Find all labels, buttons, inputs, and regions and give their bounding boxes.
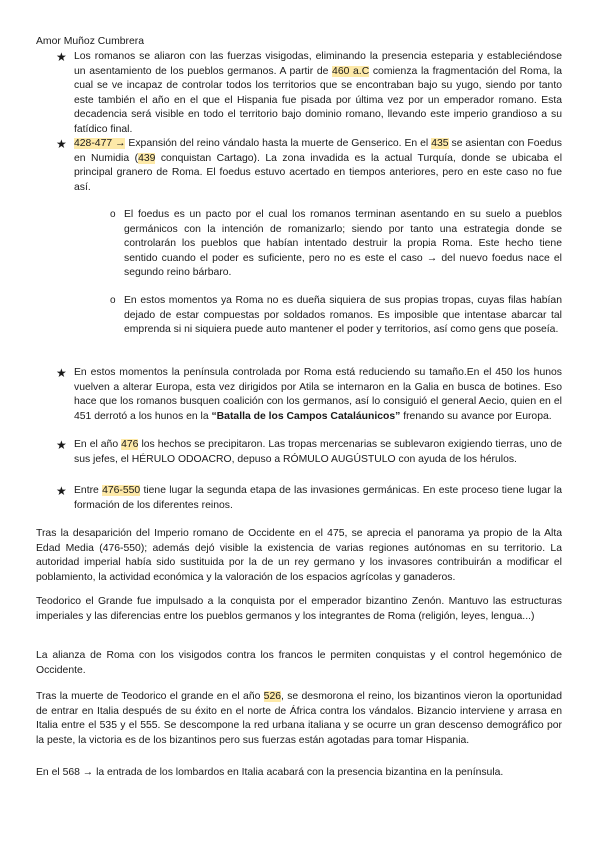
sub-list-item — [110, 208, 562, 281]
paragraph: Tras la muerte de Teodorico el grande en el año 526, se desmorona el reino, los bizantinos vieron la oportunidad de entrar en Italia después de su éxito en el norte de África contra los vándalos. Bizancio interviene y arrasa en Italia entre el 535 y el 555. Se descompone la red urbana italiana y se ocurre un gran descenso demográfico por la peste, la victoria es de los bizantinos pero sus fuerzas están agotadas para tomar Hispania. — [36, 691, 562, 746]
paragraph: La alianza de Roma con los visigodos contra los francos le permiten conquistas y el control hegemónico de Occidente. — [36, 650, 562, 676]
bullet-item — [56, 438, 562, 467]
highlight: 526 — [263, 691, 282, 702]
sub-item-text: En estos momentos ya Roma no es dueña siquiera de sus propias tropas, cuyas filas habían dejado de estar compuestas por soldados romanos. Es imposible que intentase abarcar tal emprenda si ni siquiera puede auto mantener el poder y territorios, así como gens que poseía. — [124, 295, 562, 336]
bullet-text: En estos momentos la península controlada por Roma está reduciendo su tamaño.En el 450 los hunos vuelven a alterar Europa, esta vez dirigidos por Atila se internaron en la Galia en busca de botines. Eso hace que los romanos busquen coalición con los germanos, así lo consiguió el general Aecio, quien en el 451 derrotó a los hunos en la “Batalla de los Campos Cataláunicos” frenando su avance por Europa. — [74, 367, 562, 422]
bullet-text: En el año 476 los hechos se precipitaron. Las tropas mercenarias se sublevaron exigiendo tierras, uno de sus jefes, el HÉRULO ODOACRO, depuso a RÓMULO AUGÚSTULO con ayuda de los hérulos. — [74, 439, 562, 465]
paragraph: Tras la desaparición del Imperio romano de Occidente en el 475, se aprecia el panorama ya propio de la Alta Edad Media (476-550); además dejó visible la existencia de varias regiones autónomas en su territorio. La autoridad imperial había sido sustituida por la de un rey germano y los invasores contribuirán a modificar el poblamiento, la actividad económica y la valoración de los espacios agrícolas y ganaderos. — [36, 528, 562, 583]
highlight: 439 — [138, 152, 156, 164]
sub-list-item — [110, 294, 562, 338]
highlight: 460 a.C — [332, 65, 370, 77]
star-bullet-icon: ★ — [56, 366, 67, 380]
bullet-text: 428-477 → Expansión del reino vándalo hasta la muerte de Genserico. En el 435 se asientan con Foedus en Numidia (439 conquistan Cartago). La zona invadida es la actual Turquía, donde se ubicaba el principal granero de Roma. El foedus estuvo acertado en tiempos anteriores, pero en este caso no fue así. — [74, 138, 563, 193]
bullet-text: Entre 476-550 tiene lugar la segunda etapa de las invasiones germánicas. En este proceso tiene lugar la formación de los diferentes reinos. — [74, 485, 562, 511]
paragraph: En el 568 → la entrada de los lombardos en Italia acabará con la presencia bizantina en la península. — [36, 767, 504, 778]
author-name: Amor Muñoz Cumbrera — [36, 36, 144, 47]
sub-item-text: El foedus es un pacto por el cual los romanos terminan asentando en su suelo a pueblos germánicos con la intención de romanizarlo; siendo por tanto una estrategia donde se controlarán los pueblos que habían intentado destruir la propia Roma. Este hecho tiene sentido cuando el poder es suficiente, pero no es este el caso → del nuevo foedus nace el segundo reino bárbaro. — [124, 209, 562, 279]
highlight: 476 — [121, 439, 139, 450]
paragraph: Teodorico el Grande fue impulsado a la conquista por el emperador bizantino Zenón. Mantuvo las estructuras imperiales y las diferencias entre los pueblos germanos y los integrantes de Roma (religión, leyes, lengua...) — [36, 596, 562, 622]
star-bullet-icon: ★ — [56, 484, 67, 498]
circle-bullet-icon: o — [110, 209, 116, 220]
star-bullet-icon: ★ — [56, 438, 67, 452]
bullet-item — [56, 484, 562, 513]
star-bullet-icon: ★ — [56, 50, 67, 64]
bullet-item — [56, 137, 562, 195]
highlight: 428-477 → — [74, 138, 126, 149]
bullet-item — [56, 50, 562, 138]
bullet-item — [56, 366, 562, 424]
highlight: 476-550 — [102, 485, 141, 496]
circle-bullet-icon: o — [110, 295, 116, 306]
bold-text: “Batalla de los Campos Cataláunicos” — [211, 410, 401, 422]
highlight: 435 — [431, 138, 449, 149]
star-bullet-icon: ★ — [56, 137, 67, 151]
bullet-text: Los romanos se aliaron con las fuerzas visigodas, eliminando la presencia esteparia y estableciéndose un asentamiento de los pueblos germanos. A partir de 460 a.C comienza la fragmentación del Roma, la cual se ve incapaz de controlar todos los territorios que se encontraban bajo su yugo, siendo por tanto este también el año en el que el Hispania fue pisada por última vez por un emperador romano. Esta decadencia será visible en todo el territorio bajo dominio romano, llevando este imperio grandioso a su fatídico final. — [74, 51, 562, 135]
